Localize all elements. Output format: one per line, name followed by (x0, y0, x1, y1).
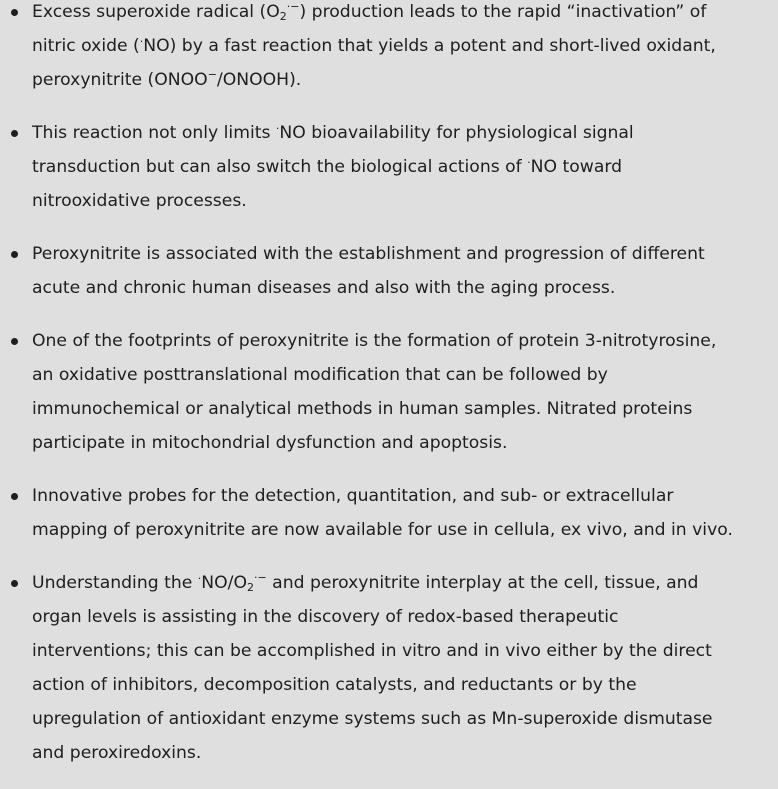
bullet-item (0, 116, 778, 218)
bullet-text-line (32, 116, 774, 150)
bullet-text-line (32, 566, 774, 600)
bullet-text-line (32, 237, 774, 271)
bullet-dot-icon (11, 9, 18, 16)
bullet-text-line (32, 702, 774, 736)
text-run: mapping of peroxynitrite are now available for use in cellula, ex vivo, and in vivo. (32, 520, 733, 540)
bullet-dot-icon (11, 493, 18, 500)
text-run: ·− (286, 0, 300, 13)
text-run: action of inhibitors, decomposition catalysts, and reductants or by the (32, 675, 637, 695)
text-run: This reaction not only limits (32, 123, 276, 143)
text-run: 2 (279, 10, 287, 23)
text-run: ) production leads to the rapid “inactivation” of (299, 2, 707, 22)
bullet-dot-icon (11, 338, 18, 345)
text-run: and peroxynitrite interplay at the cell, tissue, and (266, 573, 699, 593)
text-run: NO) by a fast reaction that yields a potent and short-lived oxidant, (143, 36, 716, 56)
bullet-text-line (32, 392, 774, 426)
text-run: Peroxynitrite is associated with the establishment and progression of different (32, 244, 705, 264)
text-run: nitrooxidative processes. (32, 191, 247, 211)
text-run: ·− (253, 571, 267, 584)
bullet-text-line (32, 668, 774, 702)
bullet-text-line (32, 426, 774, 460)
text-run: /ONOOH). (216, 70, 302, 90)
text-run: NO/O (201, 573, 247, 593)
bullet-text-line (32, 150, 774, 184)
text-run: acute and chronic human diseases and also with the aging process. (32, 278, 616, 298)
bullet-dot-icon (11, 130, 18, 137)
text-run: nitric oxide ( (32, 36, 140, 56)
text-run: One of the footprints of peroxynitrite is the formation of protein 3-nitrotyrosine, (32, 331, 717, 351)
bullet-text-line (32, 513, 774, 547)
text-run: · (275, 122, 280, 135)
bullet-text-line (32, 324, 774, 358)
bullet-text-line (32, 63, 774, 97)
text-run: participate in mitochondrial dysfunction and apoptosis. (32, 433, 508, 453)
text-run: NO bioavailability for physiological signal (279, 123, 634, 143)
bullet-item (0, 237, 778, 305)
text-run: · (527, 156, 531, 169)
text-run: Excess superoxide radical (O (32, 2, 280, 22)
text-run: 2 (246, 581, 254, 594)
text-run: · (139, 35, 144, 48)
bullet-text-line (32, 29, 774, 63)
text-run: − (207, 68, 217, 81)
text-run: and peroxiredoxins. (32, 743, 202, 763)
bullet-dot-icon (11, 580, 18, 587)
bullet-item (0, 0, 778, 97)
bullet-item (0, 566, 778, 770)
bullet-text-line (32, 184, 774, 218)
text-run: upregulation of antioxidant enzyme systems such as Mn-superoxide dismutase (32, 709, 713, 729)
text-run: organ levels is assisting in the discovery of redox-based therapeutic (32, 607, 619, 627)
bullet-item (0, 324, 778, 460)
bullet-text-line (32, 736, 774, 770)
text-run: immunochemical or analytical methods in human samples. Nitrated proteins (32, 399, 693, 419)
bullet-item (0, 479, 778, 547)
text-run: peroxynitrite (ONOO (32, 70, 208, 90)
bullet-text-line (32, 271, 774, 305)
text-run: transduction but can also switch the biological actions of (32, 157, 528, 177)
text-run: an oxidative posttranslational modification that can be followed by (32, 365, 608, 385)
text-run: · (197, 572, 202, 585)
text-run: interventions; this can be accomplished in vitro and in vivo either by the direct (32, 641, 712, 661)
text-run: NO toward (530, 157, 623, 177)
text-run: Understanding the (32, 573, 198, 593)
bullet-text-line (32, 358, 774, 392)
bullet-dot-icon (11, 251, 18, 258)
bullet-text-line (32, 479, 774, 513)
bullet-text-line (32, 600, 774, 634)
bullet-text-line (32, 0, 774, 29)
bullet-text-line (32, 634, 774, 668)
text-run: Innovative probes for the detection, quantitation, and sub- or extracellular (32, 486, 674, 506)
